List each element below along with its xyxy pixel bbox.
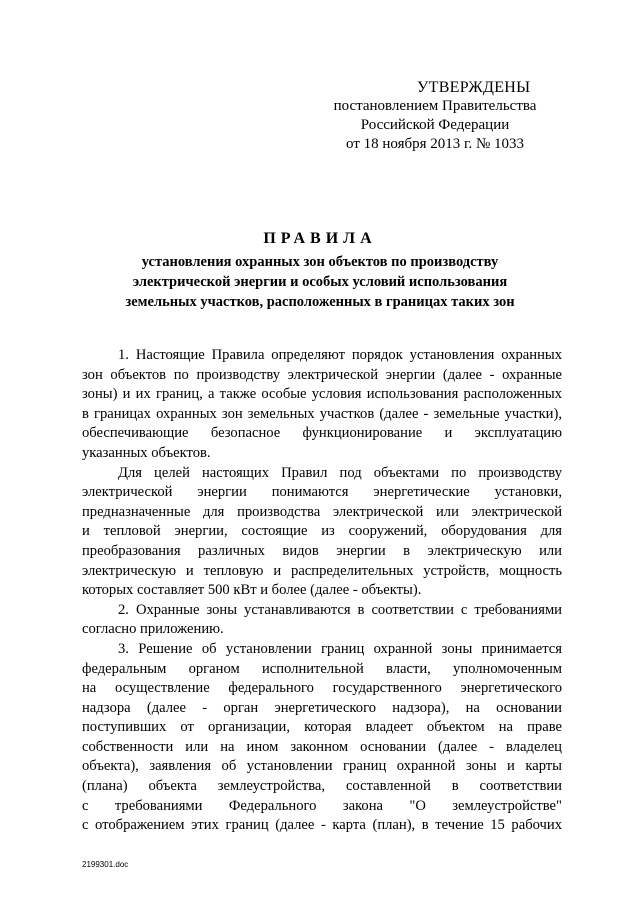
subtitle-line: установления охранных зон объектов по производству <box>141 254 499 270</box>
text-line: с требованиями Федерального закона "О землеустройстве" <box>82 797 562 814</box>
subtitle-line: электрической энергии и особых условий использования <box>132 274 508 290</box>
approval-heading: УТВЕРЖДЕНЫ <box>417 79 531 96</box>
text-line: зон объектов по производству электрической энергии (далее - охранные <box>82 366 562 383</box>
approval-block <box>315 78 575 154</box>
text-line: 1. Настоящие Правила определяют порядок установления охранных <box>118 347 562 363</box>
text-line: поступивших от организации, которая владеет объектом на праве <box>82 719 562 736</box>
document-title: ПРАВИЛА <box>263 230 377 247</box>
text-line: согласно приложению. <box>82 621 224 638</box>
text-line: федеральным органом исполнительной власти, уполномоченным <box>82 660 562 677</box>
text-line: электрическую и тепловую и распределительных устройств, мощность <box>82 562 562 579</box>
text-line: собственности или на ином законном основании (далее - владелец <box>82 738 562 755</box>
text-line: 3. Решение об установлении границ охранной зоны принимается <box>118 640 562 657</box>
document-subtitle <box>0 252 640 312</box>
text-line: на осуществление федерального государственного энергетического <box>82 680 562 697</box>
text-line: преобразования различных видов энергии в электрическую или <box>82 542 562 559</box>
text-line: предназначенные для производства электрической или электрической <box>82 503 562 520</box>
text-line: обеспечивающие безопасное функционирование и эксплуатацию <box>82 425 562 442</box>
text-line: с отображением этих границ (далее - карта (план), в течение 15 рабочих <box>82 817 562 834</box>
text-line: надзора (далее - орган энергетического надзора), на основании <box>82 699 562 716</box>
approval-line-3: от 18 ноября 2013 г. № 1033 <box>345 136 525 152</box>
text-line: которых составляет 500 кВт и более (далее - объекты). <box>82 582 422 599</box>
approval-line-2: Российской Федерации <box>360 117 510 133</box>
subtitle-line: земельных участков, расположенных в границах таких зон <box>125 294 515 310</box>
paragraph-2 <box>82 464 562 601</box>
text-line: (плана) объекта землеустройства, составленной в соответствии <box>82 778 562 795</box>
text-line: и тепловой энергии, состоящие из сооружений, оборудования для <box>82 523 562 540</box>
approval-line-1: постановлением Правительства <box>333 98 537 114</box>
text-line: указанных объектов. <box>82 444 211 461</box>
text-line: Для целей настоящих Правил под объектами по производству <box>118 464 562 481</box>
paragraph-1 <box>82 346 562 464</box>
file-name-footer: 2199301.doc <box>82 860 129 869</box>
text-line: электрической энергии понимаются энергетические установки, <box>82 484 562 501</box>
paragraph-4 <box>82 640 562 836</box>
text-line: в границах охранных зон земельных участков (далее - земельные участки), <box>82 405 562 422</box>
text-line: зоны) и их границ, а также особые условия использования расположенных <box>82 386 562 403</box>
text-line: объекта), заявления об установлении границ охранной зоны и карты <box>82 758 562 775</box>
document-body <box>82 346 562 836</box>
paragraph-3 <box>82 601 562 640</box>
text-line: 2. Охранные зоны устанавливаются в соответствии с требованиями <box>118 601 562 618</box>
